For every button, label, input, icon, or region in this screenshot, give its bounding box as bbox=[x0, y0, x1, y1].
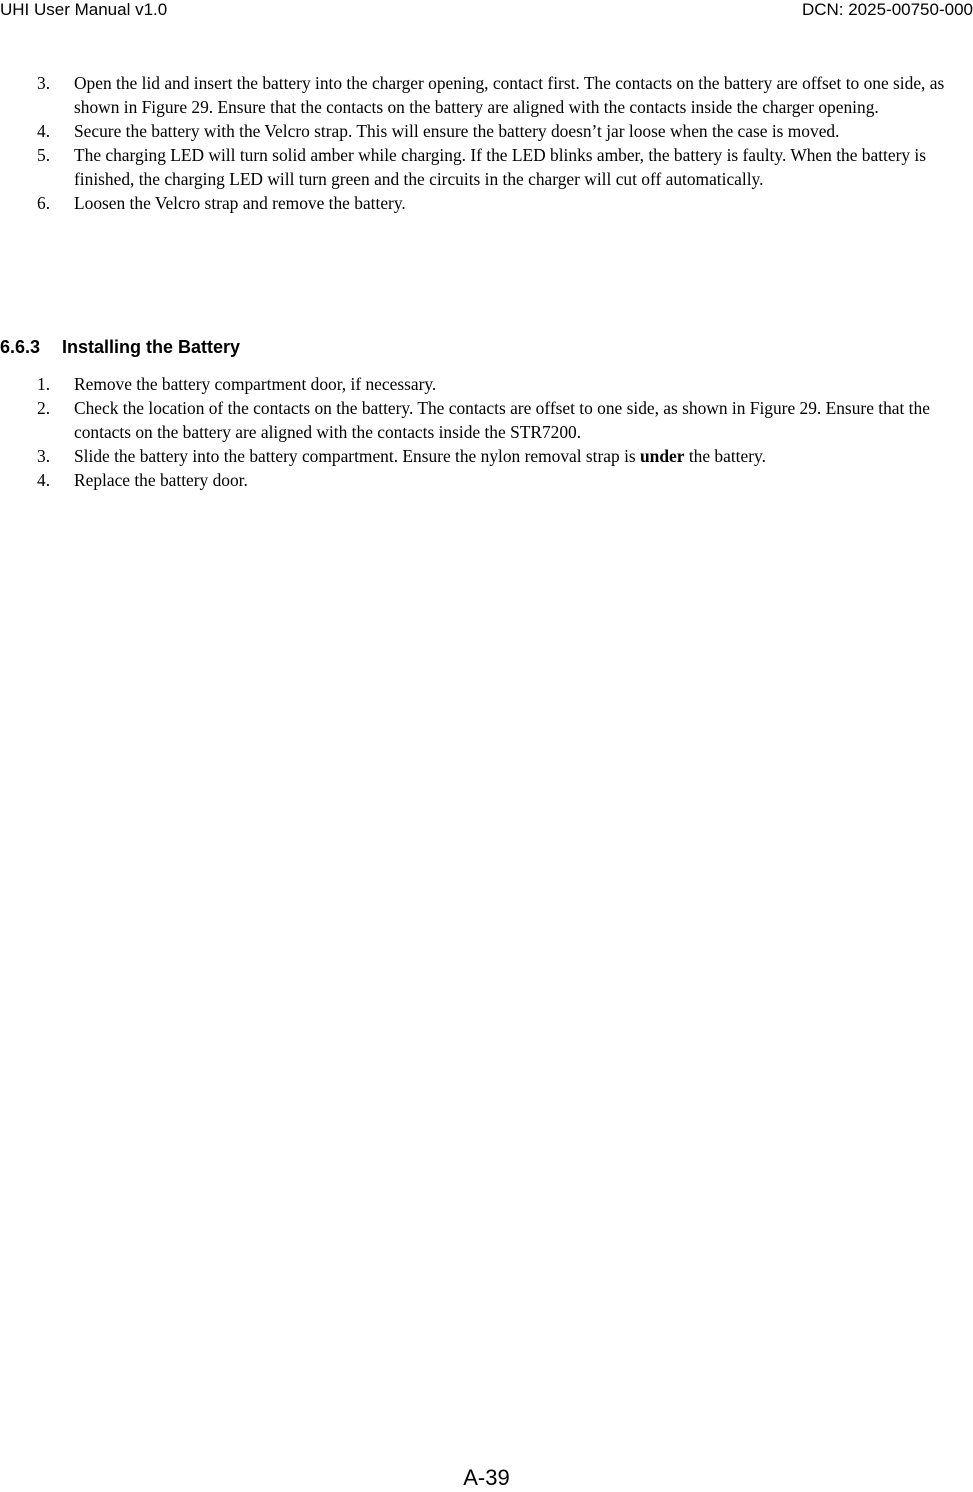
emphasis-under: under bbox=[640, 446, 685, 466]
list-item-text: Secure the battery with the Velcro strap. This will ensure the battery doesn’t jar loose when the case is moved. bbox=[74, 121, 840, 141]
section-heading bbox=[0, 336, 240, 358]
list-item bbox=[0, 444, 973, 468]
list-item-text: The charging LED will turn solid amber while charging. If the LED blinks amber, the battery is faulty. When the battery is finished, the charging LED will turn green and the circuits in the charger will cut off automatically. bbox=[74, 145, 927, 189]
charging-steps-list bbox=[0, 71, 973, 215]
list-item-text: Remove the battery compartment door, if necessary. bbox=[74, 374, 437, 394]
list-item bbox=[0, 468, 973, 492]
list-item-text: Check the location of the contacts on the battery. The contacts are offset to one side, as shown in Figure 29. Ensure that the contacts on the battery are aligned with the contacts inside the STR7200. bbox=[74, 398, 930, 442]
list-item-number: 4. bbox=[37, 470, 51, 490]
section-number: 6.6.3 bbox=[0, 337, 41, 357]
list-item bbox=[0, 143, 973, 191]
list-item-text bbox=[74, 446, 766, 466]
list-item-number: 5. bbox=[37, 145, 51, 165]
section-title: Installing the Battery bbox=[62, 337, 241, 357]
header-document-number: DCN: 2025-00750-000 bbox=[801, 0, 973, 19]
list-item-number: 6. bbox=[37, 193, 51, 213]
list-item-text-start: Slide the battery into the battery compartment. Ensure the nylon removal strap is bbox=[74, 446, 641, 466]
list-item-number: 1. bbox=[37, 374, 51, 394]
list-item-number: 2. bbox=[37, 398, 51, 418]
list-item bbox=[0, 396, 973, 444]
list-item-number: 3. bbox=[37, 446, 51, 466]
list-item bbox=[0, 191, 973, 215]
list-item bbox=[0, 71, 973, 119]
page-number: A-39 bbox=[463, 1465, 510, 1490]
list-item-text: Replace the battery door. bbox=[74, 470, 248, 490]
list-item-text-end: the battery. bbox=[684, 446, 766, 466]
list-item-text: Loosen the Velcro strap and remove the battery. bbox=[74, 193, 406, 213]
installation-steps-list bbox=[0, 372, 973, 492]
list-item-number: 4. bbox=[37, 121, 51, 141]
list-item-text: Open the lid and insert the battery into the charger opening, contact first. The contacts on the battery are offset to one side, as shown in Figure 29. Ensure that the contacts on the battery are aligned with the contacts inside the charger opening. bbox=[74, 73, 945, 117]
list-item bbox=[0, 372, 973, 396]
list-item-number: 3. bbox=[37, 73, 51, 93]
header-document-title: UHI User Manual v1.0 bbox=[0, 0, 168, 19]
list-item bbox=[0, 119, 973, 143]
